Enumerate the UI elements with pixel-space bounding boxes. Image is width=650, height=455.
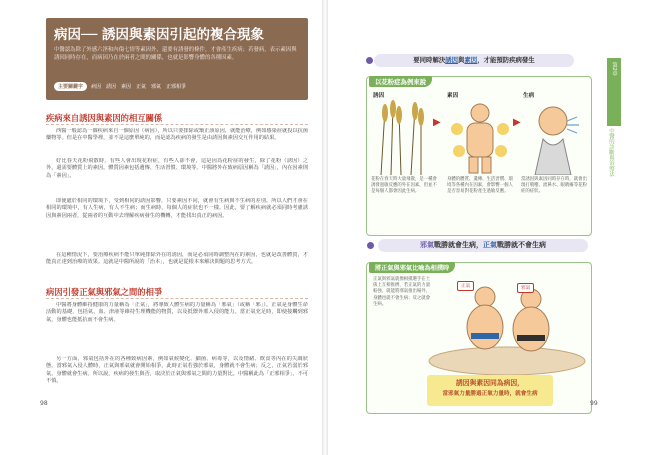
banner-keyword-righteous: 正氣 [483, 241, 497, 249]
banner-text: 戰勝就不會生病 [497, 241, 546, 249]
pollen-example-box [366, 76, 592, 236]
caption-illness: 當誘因與素因同時存在時，就會出現打噴嚏、流鼻水、眼睛癢等花粉症的症狀。 [521, 177, 587, 194]
heading-text: 與 [458, 56, 465, 64]
right-page [330, 14, 592, 414]
column-label-illness: 生病 [523, 93, 535, 99]
constitution-person-illustration [445, 99, 515, 175]
section-heading-1: 疾病來自誘因與素因的相互關係 [46, 113, 163, 123]
caption-trigger: 花粉在春天時大量飛散，是一種會誘發過敏反應的外在因素，但並不是每個人都會因此生病。 [371, 177, 437, 194]
caption-constitution: 身體的體質、遺傳、生活習慣、環境等各種內在因素，會影響一個人是否容易對花粉產生過敏反應。 [447, 177, 513, 194]
tag-evil-qi: 邪氣 [517, 283, 534, 293]
paragraph-2: 好比春天花粉飛散時，有些人會出現花粉症，有些人卻不會，這是因為花粉症的發生，除了花粉（誘因）之外，還需要體質上的素因。體質因素包括遺傳、生活習慣、環境等。中醫將外在致病原因稱為「誘因」，內在因素則為「素因」。 [46, 158, 308, 179]
title-block [46, 18, 308, 100]
heading-text: 要同時解決 [413, 56, 446, 64]
sumo-description: 正氣與邪氣就像相撲選手在土俵上互相推擠，若正氣的力量較強，就能將邪氣推出場外，身體也就不會生病；反之就會生病。 [373, 277, 431, 307]
sneezing-person-illustration [523, 99, 587, 175]
title-intro: 中醫認為除了外感六淫和內傷七情等素因外，還要有誘發的條件，才會產生疾病；若發病，表示素因與誘因同時存在，而病因乃在於兩者之間的關係，也就是影響身體的各種因素。 [54, 47, 297, 61]
heading-keyword: 誘因 [445, 56, 459, 64]
left-page [46, 14, 308, 414]
sumo-metaphor-box [366, 262, 592, 414]
right-page-number: 99 [590, 400, 598, 407]
column-label-constitution: 素因 [447, 93, 459, 99]
section-rule-2 [46, 298, 308, 300]
paragraph-4: 在這種情況下，要治療疾病不能只單純排除外在的誘因，而是必須同時調整內在的素因，也就是改善體質，才能真正達到治療的效果。這就是中醫所說的「治本」，也就是從根本來解決問題的思考方式。 [46, 252, 308, 266]
chapter-side-tab [607, 58, 621, 126]
heading-keyword: 素因 [464, 56, 478, 64]
section-heading-2: 病因引發正氣與邪氣之間的相爭 [46, 287, 163, 297]
paragraph-6: 另一方面，邪氣包括外在的各種致病因素，例如氣候變化、細菌、病毒等，以及情緒、飲食等內在的失調狀態。當邪氣入侵人體時，正氣與邪氣就會開始相爭，此時正氣若強於邪氣，身體就不會生病；反之，正氣若弱於邪氣，身體就會生病。所以說，疾病的發生與否，取決於正氣與邪氣之間的力量對比。中醫稱此為「正邪相爭」，不可不慎。 [46, 356, 308, 385]
arrow-icon: ▶ [433, 117, 441, 128]
heading-bullet-icon [367, 242, 374, 249]
box-title: 將正氣與邪氣比喻為相撲時 [369, 262, 455, 273]
arrow-icon: ▶ [513, 117, 521, 128]
banner-keyword-evil: 邪氣 [420, 241, 434, 249]
paragraph-1: 西醫一般認為一個疾病來自一個原因（病因），所以只要排除或矯正該原因，就能治療，例如感染症就投以抗菌藥物等。但是在中醫學裡，並不是這麼單純的，而是認為疾病的發生是由誘因與素因交互作用的結果。 [46, 128, 308, 142]
right-heading-banner [374, 54, 574, 67]
keyword-list: 病因 誘因 素因 正氣 邪氣 正邪相爭 [91, 84, 187, 90]
page-title: 病因── 誘因與素因引起的複合現象 [54, 27, 264, 43]
column-label-trigger: 誘因 [373, 93, 385, 99]
keyword-row [54, 82, 186, 91]
paragraph-5: 中醫將身體維持健康的力量稱為「正氣」，將導致人體生病的力量稱為「邪氣」（或稱「邪」）。正氣是身體生命活動的基礎，包括氣、血、津液等維持生理機能的物質，以及抵禦外邪入侵的能力。當正氣充足時，即使接觸到邪氣，身體也能抵抗而不會生病。 [46, 302, 308, 323]
left-page-number: 98 [40, 400, 48, 407]
keyword-label: 主要關鍵字 [54, 82, 87, 91]
chapter-side-title: 中醫的診斷與治療法 [608, 128, 614, 177]
page-gutter [322, 0, 328, 455]
conclusion-callout [427, 375, 553, 406]
tag-righteous-qi: 正氣 [457, 281, 474, 291]
grass-illustration [371, 99, 435, 175]
paragraph-3: 即使處於相同的環境下，受到相同的誘因影響，只要素因不同，就會有生病與不生病的差別。所以人們才會在相同的環境中，有人生病，有人不生病；而生病時，每個人的症狀也不一樣。因此，要了解疾病就必須同時考慮誘因與素因兩者，從兩者的互動中去理解疾病發生的機轉，才能找出真正的病因。 [46, 198, 308, 219]
chapter-tab-label: 第2章 [611, 62, 617, 77]
conclusion-line-1: 誘因與素因同為病因， [456, 379, 524, 387]
heading-bullet-icon [366, 57, 373, 64]
conclusion-line-2: 當邪氣力量勝過正氣力量時，就會生病 [442, 391, 538, 397]
sumo-illustration [427, 273, 587, 377]
heading-text: ，才能預防疾病發生 [477, 56, 535, 64]
section-rule-1 [46, 124, 308, 126]
evil-vs-righteous-banner [378, 239, 588, 252]
banner-text: 戰勝就會生病， [434, 241, 483, 249]
box-title: 以花粉症為例來說 [369, 76, 432, 87]
